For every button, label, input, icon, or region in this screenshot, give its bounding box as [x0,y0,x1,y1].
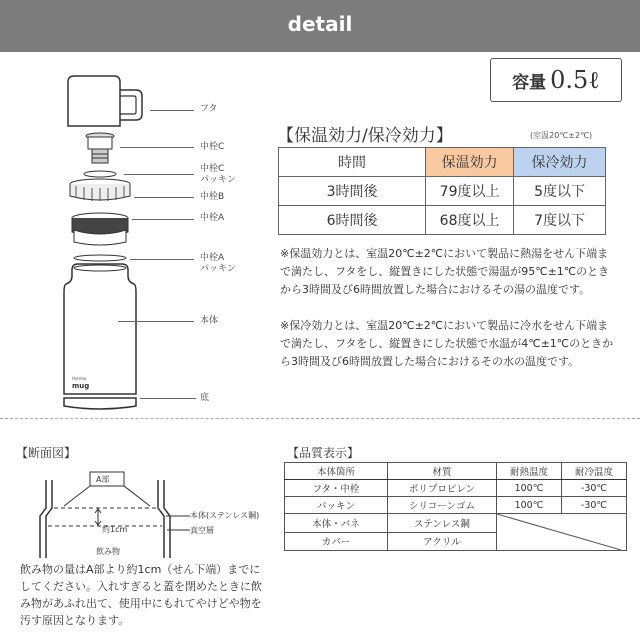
table-cell: 5度以下 [514,177,606,206]
part-label-soko: 底 [200,393,210,403]
table-cell: 100℃ [497,480,562,497]
capacity-value: 0.5ℓ [550,65,600,94]
drink-label: 飲み物 [96,547,120,556]
exploded-parts-diagram [0,70,270,420]
table-header-cell: 材質 [388,463,497,480]
table-header-cell: 保温効力 [426,148,514,177]
part-label-chusen-a: 中栓A [200,213,225,223]
table-header-cell: 時間 [279,148,426,177]
section-divider [0,418,640,419]
body-material-label: 本体(ステンレス鋼) [190,511,260,520]
table-header-cell: 耐熱温度 [497,463,562,480]
part-label-chusen-c: 中栓C [200,142,225,152]
table-cell: 7度以下 [514,206,606,235]
part-label-packing-a-2: パッキン [200,264,236,274]
vacuum-layer-label: 真空層 [190,526,214,535]
table-row [285,497,627,514]
capacity-box [490,58,622,102]
inner-plug-a-illustration [72,213,128,245]
table-cell: 68度以上 [426,206,514,235]
table-row [279,177,606,206]
table-cell: ステンレス鋼 [388,514,497,533]
table-cell: カバー [285,532,388,551]
bottle-bottom-illustration [64,398,136,409]
bottle-logo-thermo: thermo [72,376,87,381]
table-cell: 3時間後 [279,177,426,206]
lid-illustration [68,76,142,126]
bottle-body-illustration [64,264,136,394]
fill-level-note: 飲み物の量はA部より約1cm（せん下端）までにしてください。入れすぎると蓋を閉めたときに飲み物があふれ出て、使用中にもれてやけどや物を汚す原因となります。 [20,563,262,627]
page-title: detail [287,12,353,36]
part-label-chusen-b: 中栓B [200,192,225,202]
table-row [285,480,627,497]
table-cell: 79度以上 [426,177,514,206]
bottle-logo-mug: mug [72,382,90,390]
table-cell: 100℃ [497,497,562,514]
a-part-label: A部 [96,475,110,484]
diagonal-line [497,514,621,550]
table-header-cell: 本体箇所 [285,463,388,480]
part-label-hontai: 本体 [200,316,219,326]
table-cell: 6時間後 [279,206,426,235]
packing-c-illustration [84,171,116,177]
inner-plug-b-illustration [70,179,130,201]
table-cell: -30℃ [562,480,627,497]
performance-title: 【保温効力/保冷効力】 [277,126,453,146]
table-row [285,514,627,533]
capacity-label: 容量 [512,72,547,93]
part-label-futa: フタ [200,104,218,114]
table-cell: アクリル [388,532,497,551]
height-label: 約1cm [102,525,128,534]
cold-note: ※保冷効力とは、室温20℃±2℃において製品に冷水をせん下端まで満たし、フタをし、縦置きにした状態で水温が4℃±1℃のときから3時間及び6時間放置した場合におけるその水の温度です。 [280,319,614,368]
performance-table [278,147,606,235]
table-cell: ポリプロピレン [388,480,497,497]
part-label-packing-c-2: パッキン [200,175,236,185]
part-label-packing-c-1: 中栓C [200,164,225,174]
packing-a-illustration [74,255,126,261]
table-cell: シリコーンゴム [388,497,497,514]
diagonal-empty-cell [497,514,627,551]
cross-section-title: 【断面図】 [16,446,77,460]
table-header-cell: 保冷効力 [514,148,606,177]
quality-table [284,462,627,551]
table-row [285,463,627,480]
part-label-packing-a-1: 中栓A [200,253,225,263]
performance-note: (室温20℃±2℃) [530,131,593,140]
inner-plug-c-illustration [86,133,114,163]
table-row [279,206,606,235]
table-header-cell: 耐冷温度 [562,463,627,480]
warm-note: ※保温効力とは、室温20℃±2℃において製品に熱湯をせん下端まで満たし、フタをし、縦置きにした状態で湯温が95℃±1℃のときから3時間及び6時間放置した場合におけるその湯の温度です。 [280,247,610,296]
table-cell: 本体・バネ [285,514,388,533]
table-cell: フタ・中栓 [285,480,388,497]
table-cell: パッキン [285,497,388,514]
quality-title: 【品質表示】 [287,446,360,460]
table-cell: -30℃ [562,497,627,514]
table-row [279,148,606,177]
